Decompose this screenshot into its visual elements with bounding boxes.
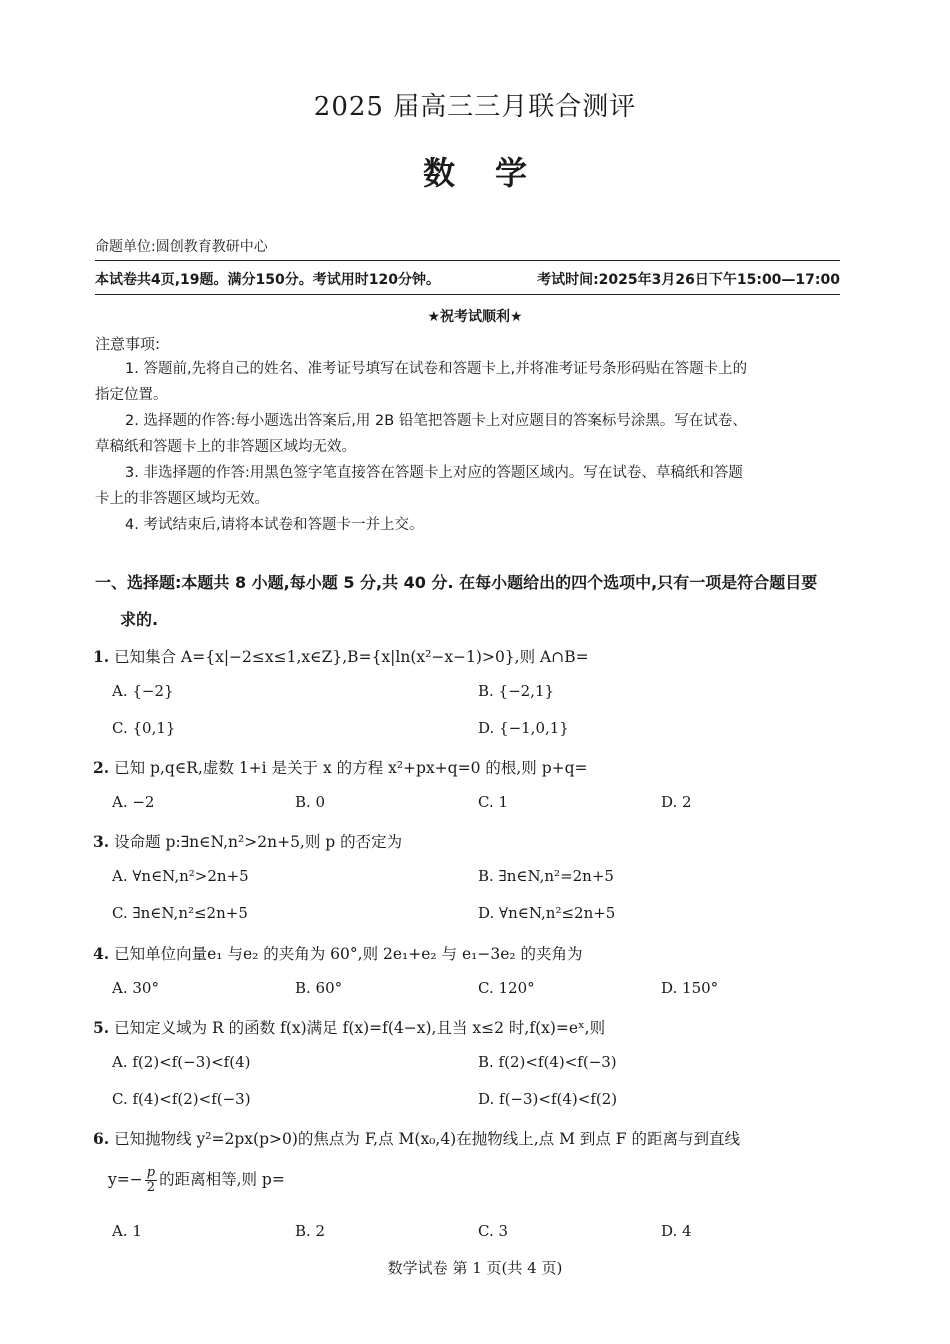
option-b: B. ∃n∈N,n²=2n+5 (478, 867, 614, 885)
question-stem: 已知集合 A={x|−2≤x≤1,x∈Z},B={x|ln(x²−x−1)>0},则 A∩B= (114, 648, 589, 666)
exam-info: 本试卷共4页,19题。满分150分。考试用时120分钟。 (95, 272, 440, 288)
fraction (145, 1166, 157, 1195)
fraction-denominator: 2 (146, 1180, 156, 1195)
section-heading: 一、选择题:本题共 8 小题,每小题 5 分,共 40 分. 在每小题给出的四个选项中,只有一项是符合题目要 (95, 573, 818, 592)
option-b: B. f(2)<f(4)<f(−3) (478, 1053, 617, 1071)
section-heading-cont: 求的. (120, 610, 159, 629)
question-number: 1. (93, 647, 110, 666)
notice-text: 卡上的非答题区域均无效。 (95, 491, 269, 507)
question-number: 3. (93, 832, 110, 851)
exam-time: 考试时间:2025年3月26日下午15:00—17:00 (537, 272, 840, 288)
option-c: C. f(4)<f(2)<f(−3) (112, 1090, 251, 1108)
fraction-numerator: p (146, 1165, 156, 1180)
question-stem: 设命题 p:∃n∈N,n²>2n+5,则 p 的否定为 (114, 833, 403, 851)
option-a: A. ∀n∈N,n²>2n+5 (112, 867, 249, 885)
notice-item (95, 512, 840, 538)
option-d: D. {−1,0,1} (478, 719, 569, 737)
notice-item (95, 408, 840, 460)
question-6 (93, 1127, 740, 1149)
question-number: 4. (93, 944, 110, 963)
good-luck-banner: ★祝考试顺利★ (427, 309, 523, 325)
option-a: A. 1 (112, 1222, 142, 1240)
page-footer: 数学试卷 第 1 页(共 4 页) (387, 1259, 563, 1277)
option-b: B. {−2,1} (478, 682, 555, 700)
option-a: A. −2 (112, 793, 155, 811)
question-number: 6. (93, 1129, 110, 1148)
question-stem: 已知抛物线 y²=2px(p>0)的焦点为 F,点 M(x₀,4)在抛物线上,点 M 到点 F 的距离与到直线 (114, 1130, 740, 1148)
notice-text: 指定位置。 (95, 387, 168, 403)
option-b: B. 0 (295, 793, 326, 811)
question-1 (93, 645, 589, 667)
notice-text: 2. 选择题的作答:每小题选出答案后,用 2B 铅笔把答题卡上对应题目的答案标号涂黑。写在试卷、 (125, 413, 747, 429)
question-stem-cont: 的距离相等,则 p= (159, 1170, 285, 1189)
divider (95, 260, 840, 261)
divider (95, 294, 840, 295)
option-b: B. 2 (295, 1222, 326, 1240)
notice-text: 1. 答题前,先将自己的姓名、准考证号填写在试卷和答题卡上,并将准考证号条形码贴在答题卡上的 (125, 361, 748, 377)
subject-title: 数学 (422, 154, 567, 192)
notice-text: 草稿纸和答题卡上的非答题区域均无效。 (95, 439, 356, 455)
option-d: D. f(−3)<f(4)<f(2) (478, 1090, 618, 1108)
option-a: A. f(2)<f(−3)<f(4) (112, 1053, 251, 1071)
option-a: A. 30° (112, 979, 159, 997)
question-2 (93, 756, 588, 778)
question-stem: 已知定义域为 R 的函数 f(x)满足 f(x)=f(4−x),且当 x≤2 时,f(x)=eˣ,则 (114, 1019, 606, 1037)
option-d: D. 150° (661, 979, 719, 997)
question-3 (93, 830, 402, 852)
author-unit: 命题单位:圆创教育教研中心 (95, 239, 268, 255)
question-number: 5. (93, 1018, 110, 1037)
option-a: A. {−2} (112, 682, 174, 700)
option-c: C. 3 (478, 1222, 509, 1240)
option-b: B. 60° (295, 979, 343, 997)
option-c: C. ∃n∈N,n²≤2n+5 (112, 904, 248, 922)
option-d: D. 2 (661, 793, 692, 811)
question-4 (93, 942, 583, 964)
question-5 (93, 1016, 605, 1038)
option-c: C. 120° (478, 979, 535, 997)
notice-item (95, 460, 840, 512)
exam-title: 2025 届高三三月联合测评 (313, 92, 637, 122)
option-c: C. 1 (478, 793, 509, 811)
equation-lhs: y=− (108, 1170, 143, 1189)
notice-item (95, 356, 840, 408)
notice-text: 4. 考试结束后,请将本试卷和答题卡一并上交。 (125, 517, 424, 533)
option-d: D. ∀n∈N,n²≤2n+5 (478, 904, 616, 922)
question-stem: 已知单位向量e₁ 与e₂ 的夹角为 60°,则 2e₁+e₂ 与 e₁−3e₂ 的夹角为 (114, 945, 583, 963)
notice-heading: 注意事项: (95, 335, 161, 353)
option-d: D. 4 (661, 1222, 692, 1240)
question-6-cont (108, 1166, 285, 1195)
question-number: 2. (93, 758, 110, 777)
option-c: C. {0,1} (112, 719, 176, 737)
question-stem: 已知 p,q∈R,虚数 1+i 是关于 x 的方程 x²+px+q=0 的根,则 p+q= (114, 759, 588, 777)
notice-text: 3. 非选择题的作答:用黑色签字笔直接答在答题卡上对应的答题区域内。写在试卷、草稿纸和答题 (125, 465, 743, 481)
